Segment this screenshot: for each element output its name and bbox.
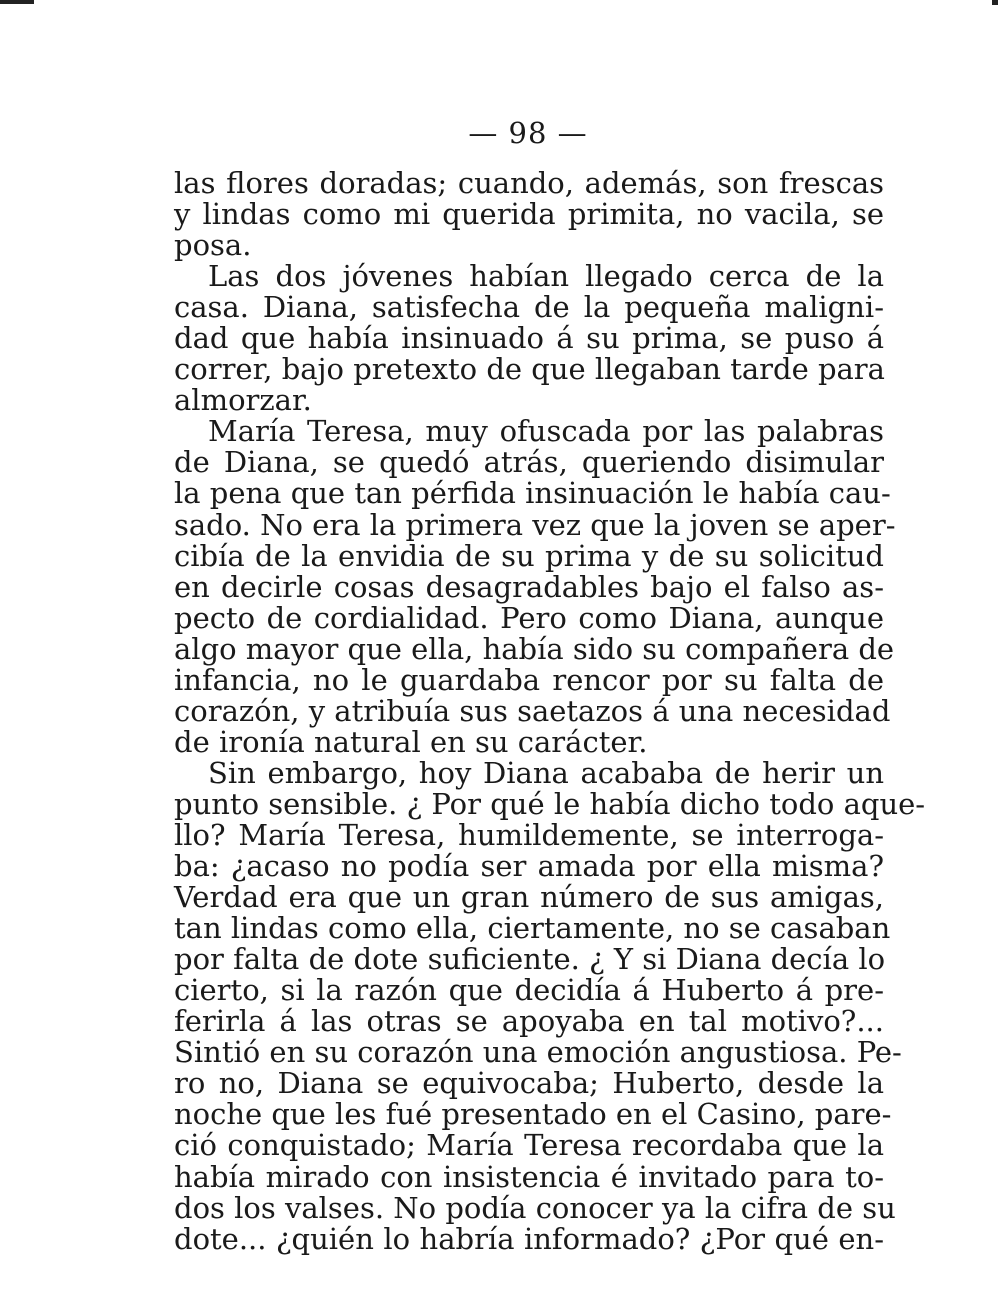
body-text (174, 166, 926, 1256)
text-line: de Diana, se quedó atrás, queriendo disimular (174, 445, 884, 480)
text-line: dos los valses. No podía conocer ya la cifra de su (174, 1190, 896, 1225)
text-line: punto sensible. ¿ Por qué le había dicho todo aque- (174, 786, 926, 821)
text-line: dote... ¿quién lo habría informado? ¿Por qué en- (174, 1221, 884, 1256)
text-line: algo mayor que ella, había sido su compañera de (174, 631, 895, 666)
text-line: y lindas como mi querida primita, no vacila, se (174, 197, 884, 232)
text-line: Sintió en su corazón una emoción angustiosa. Pe- (174, 1035, 902, 1070)
text-line: ba: ¿acaso no podía ser amada por ella misma? (174, 849, 884, 884)
text-line: sado. No era la primera vez que la joven se aper- (174, 507, 896, 542)
text-line: infancia, no le guardaba rencor por su falta de (174, 662, 884, 697)
text-line: Las dos jóvenes habían llegado cerca de la (208, 259, 884, 294)
text-line: noche que les fué presentado en el Casino, pare- (174, 1097, 892, 1132)
text-line: ro no, Diana se equivocaba; Huberto, desde la (174, 1066, 884, 1101)
text-line: la pena que tan pérfida insinuación le había cau- (174, 476, 891, 511)
text-line: ferirla á las otras se apoyaba en tal motivo?... (174, 1004, 884, 1039)
text-line: correr, bajo pretexto de que llegaban tarde para (174, 352, 885, 387)
text-line: ció conquistado; María Teresa recordaba que la (174, 1128, 884, 1163)
page-number: — 98 — (468, 116, 588, 150)
text-line: pecto de cordialidad. Pero como Diana, aunque (174, 600, 884, 635)
text-line: Sin embargo, hoy Diana acababa de herir un (208, 755, 884, 790)
text-line: Verdad era que un gran número de sus amigas, (174, 880, 884, 915)
text-line: posa. (174, 228, 252, 263)
text-line: dad que había insinuado á su prima, se puso á (174, 321, 884, 356)
text-line: almorzar. (174, 383, 312, 418)
text-line: por falta de dote suficiente. ¿ Y si Diana decía lo (174, 942, 886, 977)
text-line: tan lindas como ella, ciertamente, no se casaban (174, 911, 891, 946)
text-line: llo? María Teresa, humildemente, se interroga- (174, 817, 884, 852)
text-line: había mirado con insistencia é invitado para to- (174, 1159, 884, 1194)
text-line: corazón, y atribuía sus saetazos á una necesidad (174, 693, 891, 728)
text-line: María Teresa, muy ofuscada por las palabras (208, 414, 884, 449)
scan-edge-mark-right (992, 0, 998, 5)
text-line: las flores doradas; cuando, además, son frescas (174, 166, 884, 200)
scan-edge-mark-left (0, 0, 34, 4)
text-line: cibía de la envidia de su prima y de su solicitud (174, 538, 884, 573)
text-line: cierto, si la razón que decidía á Huberto á pre- (174, 973, 884, 1008)
text-line: casa. Diana, satisfecha de la pequeña maligni- (174, 290, 884, 325)
text-line: de ironía natural en su carácter. (174, 724, 648, 759)
text-line: en decirle cosas desagradables bajo el falso as- (174, 569, 884, 604)
